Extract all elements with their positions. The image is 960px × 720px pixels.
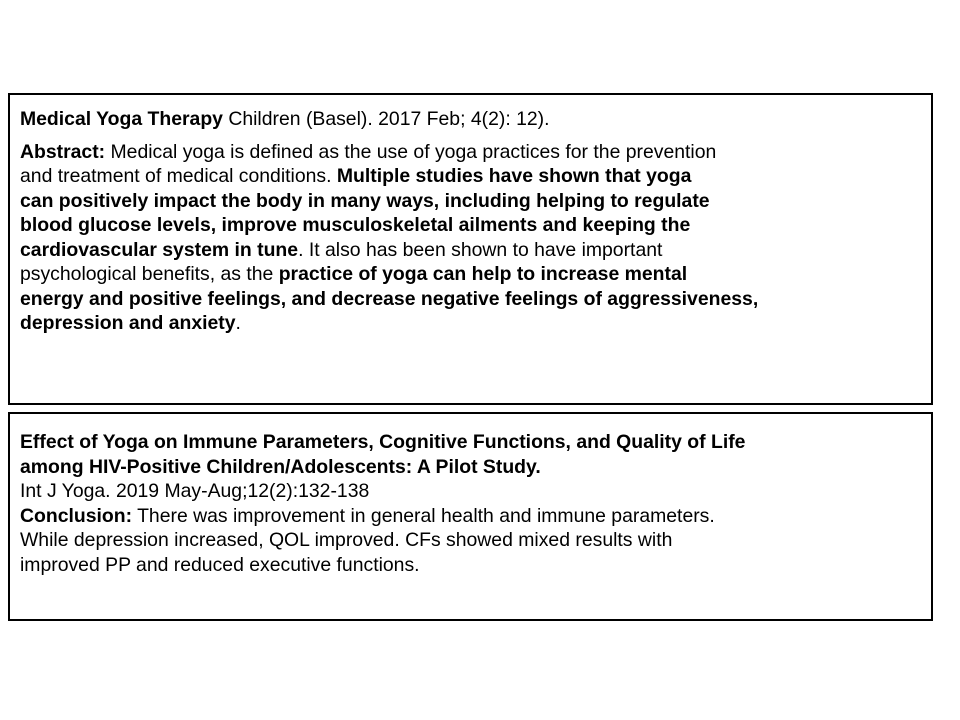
conclusion-line: improved PP and reduced executive functions. xyxy=(20,553,420,576)
article-box-hiv-yoga xyxy=(8,412,933,621)
abstract-line xyxy=(20,238,921,263)
article-2-citation: Int J Yoga. 2019 May-Aug;12(2):132-138 xyxy=(20,480,370,502)
abstract-line xyxy=(20,189,921,214)
abstract-segment: practice of yoga can help to increase mental xyxy=(278,263,688,285)
abstract-line xyxy=(20,311,921,336)
abstract-segment: Medical yoga is defined as the use of yoga practices for the prevention xyxy=(105,140,717,163)
abstract-line xyxy=(20,140,921,165)
article-1-heading xyxy=(20,107,921,132)
conclusion-label: Conclusion: xyxy=(20,504,133,527)
abstract-line xyxy=(20,287,921,312)
abstract-segment: blood glucose levels, improve musculoskeletal ailments and keeping the xyxy=(20,214,691,236)
conclusion-text: There was improvement in general health and immune parameters. xyxy=(132,504,715,527)
article-box-medical-yoga xyxy=(8,93,933,405)
abstract-segment: can positively impact the body in many ways, including helping to regulate xyxy=(20,189,710,212)
abstract-segment: depression and anxiety xyxy=(20,312,236,334)
abstract-segment: . xyxy=(235,312,241,334)
article-2-title xyxy=(20,430,921,479)
article-2-title-line: Effect of Yoga on Immune Parameters, Cognitive Functions, and Quality of Life xyxy=(20,431,746,453)
abstract-segment: . It also has been shown to have important xyxy=(298,238,663,261)
article-2-title-line: among HIV-Positive Children/Adolescents: A Pilot Study. xyxy=(20,455,541,478)
abstract-segment: and treatment of medical conditions. xyxy=(20,165,337,187)
article-1-title: Medical Yoga Therapy xyxy=(20,108,223,130)
article-2-conclusion xyxy=(20,504,921,578)
article-1-abstract xyxy=(20,140,921,336)
conclusion-line: While depression increased, QOL improved. CFs showed mixed results with xyxy=(20,529,673,551)
abstract-segment: cardiovascular system in tune xyxy=(20,238,299,261)
abstract-line xyxy=(20,213,921,238)
conclusion-line xyxy=(20,504,921,529)
abstract-segment: energy and positive feelings, and decrease negative feelings of aggressiveness, xyxy=(20,287,759,310)
abstract-line xyxy=(20,164,921,189)
abstract-segment: Multiple studies have shown that yoga xyxy=(336,165,692,187)
abstract-line xyxy=(20,262,921,287)
abstract-segment: psychological benefits, as the xyxy=(20,263,279,285)
article-1-citation: Children (Basel). 2017 Feb; 4(2): 12). xyxy=(222,108,550,130)
abstract-label: Abstract: xyxy=(20,140,106,163)
